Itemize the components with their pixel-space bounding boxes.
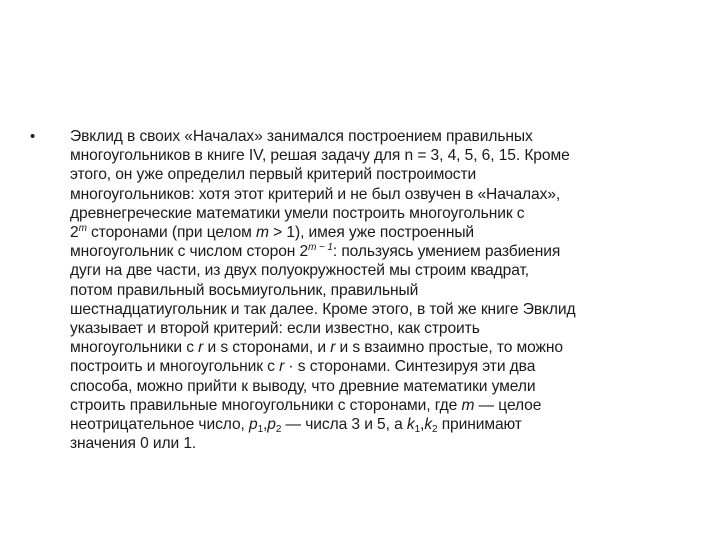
text-line-10: шестнадцатиугольник и так далее. Кроме этого, в той же книге Эвклид — [70, 300, 576, 318]
variable-k: k — [424, 416, 433, 434]
variable-p: p — [248, 416, 258, 434]
text-line-7: многоугольник с числом сторон $2^{m - 1}$: пользуясь умением разбиения — [70, 242, 561, 261]
text-line-1: Эвклид в своих «Началах» занимался построением правильных — [70, 128, 533, 145]
variable-m: m — [256, 224, 269, 242]
exponent-m: m — [78, 223, 87, 235]
text-line-3: этого, он уже определил первый критерий построимости — [70, 166, 477, 184]
subscript-2: 2 — [432, 424, 438, 436]
text-line-8: дуги на две части, из двух полуокружностей мы строим квадрат, — [70, 262, 530, 280]
variable-r: r — [330, 339, 336, 357]
text-line-5: древнегреческие математики умели построить многоугольник с — [70, 204, 525, 222]
text-line-13: построить и многоугольник с r · s сторонами. Синтезируя эти два — [70, 358, 536, 376]
text-line-17: значения 0 или 1. — [70, 435, 197, 453]
bullet-icon: • — [30, 128, 36, 145]
text-line-11: указывает и второй критерий: если известно, как строить — [70, 320, 480, 338]
text-line-9: потом правильный восьмиугольник, правильный — [70, 281, 419, 299]
bullet-text — [70, 127, 692, 453]
text-line-12: многоугольники с r и s сторонами, и r и s взаимно простые, то можно — [70, 339, 563, 357]
variable-k: k — [406, 416, 415, 434]
variable-p: p — [267, 416, 276, 434]
subscript-2: 2 — [275, 424, 282, 436]
exponent-m-minus-1: m − 1 — [308, 242, 333, 254]
subscript-1: 1 — [414, 424, 421, 436]
text-line-14: способа, можно прийти к выводу, что древние математики умели — [70, 377, 536, 395]
text-line-6: 2$^m$ сторонами (при целом m > 1), имея уже построенный — [70, 223, 475, 242]
text-line-4: многоугольников: хотя этот критерий и не был озвучен в «Началах», — [70, 185, 561, 203]
variable-r: r — [198, 339, 204, 357]
text-line-15: строить правильные многоугольники с сторонами, где m — целое — [70, 396, 542, 414]
text-line-16: неотрицательное число, $p_1,p_2$ — числа 3 и 5, а $k_1,k_2$ принимают — [70, 416, 522, 436]
subscript-1: 1 — [257, 424, 264, 436]
text-line-2: многоугольников в книге IV, решая задачу для n = 3, 4, 5, 6, 15. Кроме — [70, 147, 570, 165]
variable-r: r — [279, 358, 285, 376]
variable-m: m — [461, 396, 475, 414]
